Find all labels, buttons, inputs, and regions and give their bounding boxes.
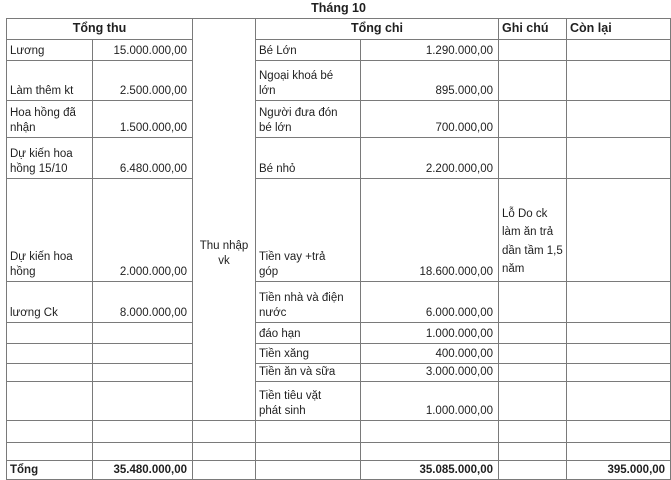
table-row xyxy=(7,137,671,178)
empty-cell[interactable] xyxy=(7,420,93,442)
table-row xyxy=(7,60,671,100)
table-row xyxy=(7,100,671,137)
table-row xyxy=(7,442,671,460)
expense-label-cell[interactable]: Bé nhỏ xyxy=(256,137,361,178)
income-label-cell[interactable]: Lương xyxy=(7,39,93,60)
remaining-empty-cell[interactable] xyxy=(567,322,671,343)
empty-cell[interactable] xyxy=(499,420,567,442)
remaining-empty-cell[interactable] xyxy=(567,60,671,100)
table-row xyxy=(7,343,671,363)
remaining-empty-cell[interactable] xyxy=(567,39,671,60)
income-label-empty-cell[interactable] xyxy=(7,363,93,381)
remaining-empty-cell[interactable] xyxy=(567,137,671,178)
income-value-empty-cell[interactable] xyxy=(93,381,193,420)
income-label-cell[interactable]: lương Ck xyxy=(7,281,93,322)
income-value-cell[interactable]: 1.500.000,00 xyxy=(93,100,193,137)
totals-row xyxy=(7,460,671,479)
note-empty-cell[interactable] xyxy=(499,137,567,178)
note-empty-cell[interactable] xyxy=(499,100,567,137)
table-row xyxy=(7,381,671,420)
note-empty-cell[interactable] xyxy=(499,60,567,100)
note-empty-cell[interactable] xyxy=(499,381,567,420)
empty-cell[interactable] xyxy=(193,442,256,460)
sheet-title-cell[interactable]: Tháng 10 xyxy=(311,0,366,15)
remaining-empty-cell[interactable] xyxy=(567,178,671,281)
total-income-cell[interactable]: 35.480.000,00 xyxy=(93,460,193,479)
table-row xyxy=(7,322,671,343)
note-empty-cell[interactable] xyxy=(499,281,567,322)
income-label-cell[interactable]: Dự kiến hoa hồng xyxy=(7,178,93,281)
income-value-cell[interactable]: 15.000.000,00 xyxy=(93,39,193,60)
expense-value-cell[interactable]: 2.200.000,00 xyxy=(361,137,499,178)
remaining-empty-cell[interactable] xyxy=(567,363,671,381)
remaining-empty-cell[interactable] xyxy=(567,281,671,322)
expense-label-cell[interactable]: Tiền xăng xyxy=(256,343,361,363)
empty-cell[interactable] xyxy=(256,420,361,442)
remaining-header-cell[interactable]: Còn lại xyxy=(567,18,671,39)
expense-value-cell[interactable]: 895.000,00 xyxy=(361,60,499,100)
empty-cell[interactable] xyxy=(361,442,499,460)
empty-cell[interactable] xyxy=(93,442,193,460)
note-empty-cell[interactable] xyxy=(499,39,567,60)
middle-income-vk-cell[interactable]: Thu nhập vk xyxy=(193,18,256,420)
income-value-cell[interactable]: 2.000.000,00 xyxy=(93,178,193,281)
income-value-cell[interactable]: 6.480.000,00 xyxy=(93,137,193,178)
total-expense-cell[interactable]: 35.085.000,00 xyxy=(361,460,499,479)
empty-cell[interactable] xyxy=(256,442,361,460)
income-header-cell[interactable]: Tổng thu xyxy=(7,18,193,39)
income-label-cell[interactable]: Dự kiến hoa hồng 15/10 xyxy=(7,137,93,178)
remaining-empty-cell[interactable] xyxy=(567,100,671,137)
remaining-empty-cell[interactable] xyxy=(567,343,671,363)
table-row xyxy=(7,178,671,281)
income-value-empty-cell[interactable] xyxy=(93,363,193,381)
note-empty-cell[interactable] xyxy=(499,322,567,343)
income-value-cell[interactable]: 2.500.000,00 xyxy=(93,60,193,100)
income-label-empty-cell[interactable] xyxy=(7,322,93,343)
empty-cell[interactable] xyxy=(499,460,567,479)
expense-header-cell[interactable]: Tổng chi xyxy=(256,18,499,39)
expense-value-cell[interactable]: 1.000.000,00 xyxy=(361,322,499,343)
note-empty-cell[interactable] xyxy=(499,363,567,381)
expense-label-cell[interactable]: Tiền tiêu vặt phát sinh xyxy=(256,381,361,420)
empty-cell[interactable] xyxy=(93,420,193,442)
note-empty-cell[interactable] xyxy=(499,343,567,363)
empty-cell[interactable] xyxy=(256,460,361,479)
table-row xyxy=(7,363,671,381)
empty-cell[interactable] xyxy=(193,420,256,442)
empty-cell[interactable] xyxy=(193,460,256,479)
expense-label-cell[interactable]: đáo hạn xyxy=(256,322,361,343)
income-label-cell[interactable]: Làm thêm kt xyxy=(7,60,93,100)
expense-label-cell[interactable]: Bé Lớn xyxy=(256,39,361,60)
budget-table xyxy=(6,0,671,480)
income-label-empty-cell[interactable] xyxy=(7,343,93,363)
table-row xyxy=(7,281,671,322)
income-label-cell[interactable]: Hoa hồng đã nhận xyxy=(7,100,93,137)
table-row xyxy=(7,39,671,60)
note-cell[interactable]: Lỗ Do ck làm ăn trả dần tầm 1,5 năm xyxy=(499,178,567,281)
expense-label-cell[interactable]: Tiền vay +trả góp xyxy=(256,178,361,281)
income-value-empty-cell[interactable] xyxy=(93,322,193,343)
empty-cell[interactable] xyxy=(7,442,93,460)
expense-value-cell[interactable]: 1.000.000,00 xyxy=(361,381,499,420)
expense-label-cell[interactable]: Tiền nhà và điện nước xyxy=(256,281,361,322)
remaining-empty-cell[interactable] xyxy=(567,381,671,420)
expense-value-cell[interactable]: 700.000,00 xyxy=(361,100,499,137)
note-header-cell[interactable]: Ghi chú xyxy=(499,18,567,39)
empty-cell[interactable] xyxy=(567,442,671,460)
total-remaining-cell[interactable]: 395.000,00 xyxy=(567,460,671,479)
empty-cell[interactable] xyxy=(567,420,671,442)
expense-value-cell[interactable]: 400.000,00 xyxy=(361,343,499,363)
expense-value-cell[interactable]: 3.000.000,00 xyxy=(361,363,499,381)
expense-value-cell[interactable]: 1.290.000,00 xyxy=(361,39,499,60)
income-value-cell[interactable]: 8.000.000,00 xyxy=(93,281,193,322)
expense-value-cell[interactable]: 18.600.000,00 xyxy=(361,178,499,281)
expense-label-cell[interactable]: Ngoại khoá bé lớn xyxy=(256,60,361,100)
empty-cell[interactable] xyxy=(361,420,499,442)
income-label-empty-cell[interactable] xyxy=(7,381,93,420)
table-row xyxy=(7,420,671,442)
income-value-empty-cell[interactable] xyxy=(93,343,193,363)
expense-label-cell[interactable]: Người đưa đón bé lớn xyxy=(256,100,361,137)
total-label-cell[interactable]: Tổng xyxy=(7,460,93,479)
expense-label-cell[interactable]: Tiền ăn và sữa xyxy=(256,363,361,381)
expense-value-cell[interactable]: 6.000.000,00 xyxy=(361,281,499,322)
empty-cell[interactable] xyxy=(499,442,567,460)
